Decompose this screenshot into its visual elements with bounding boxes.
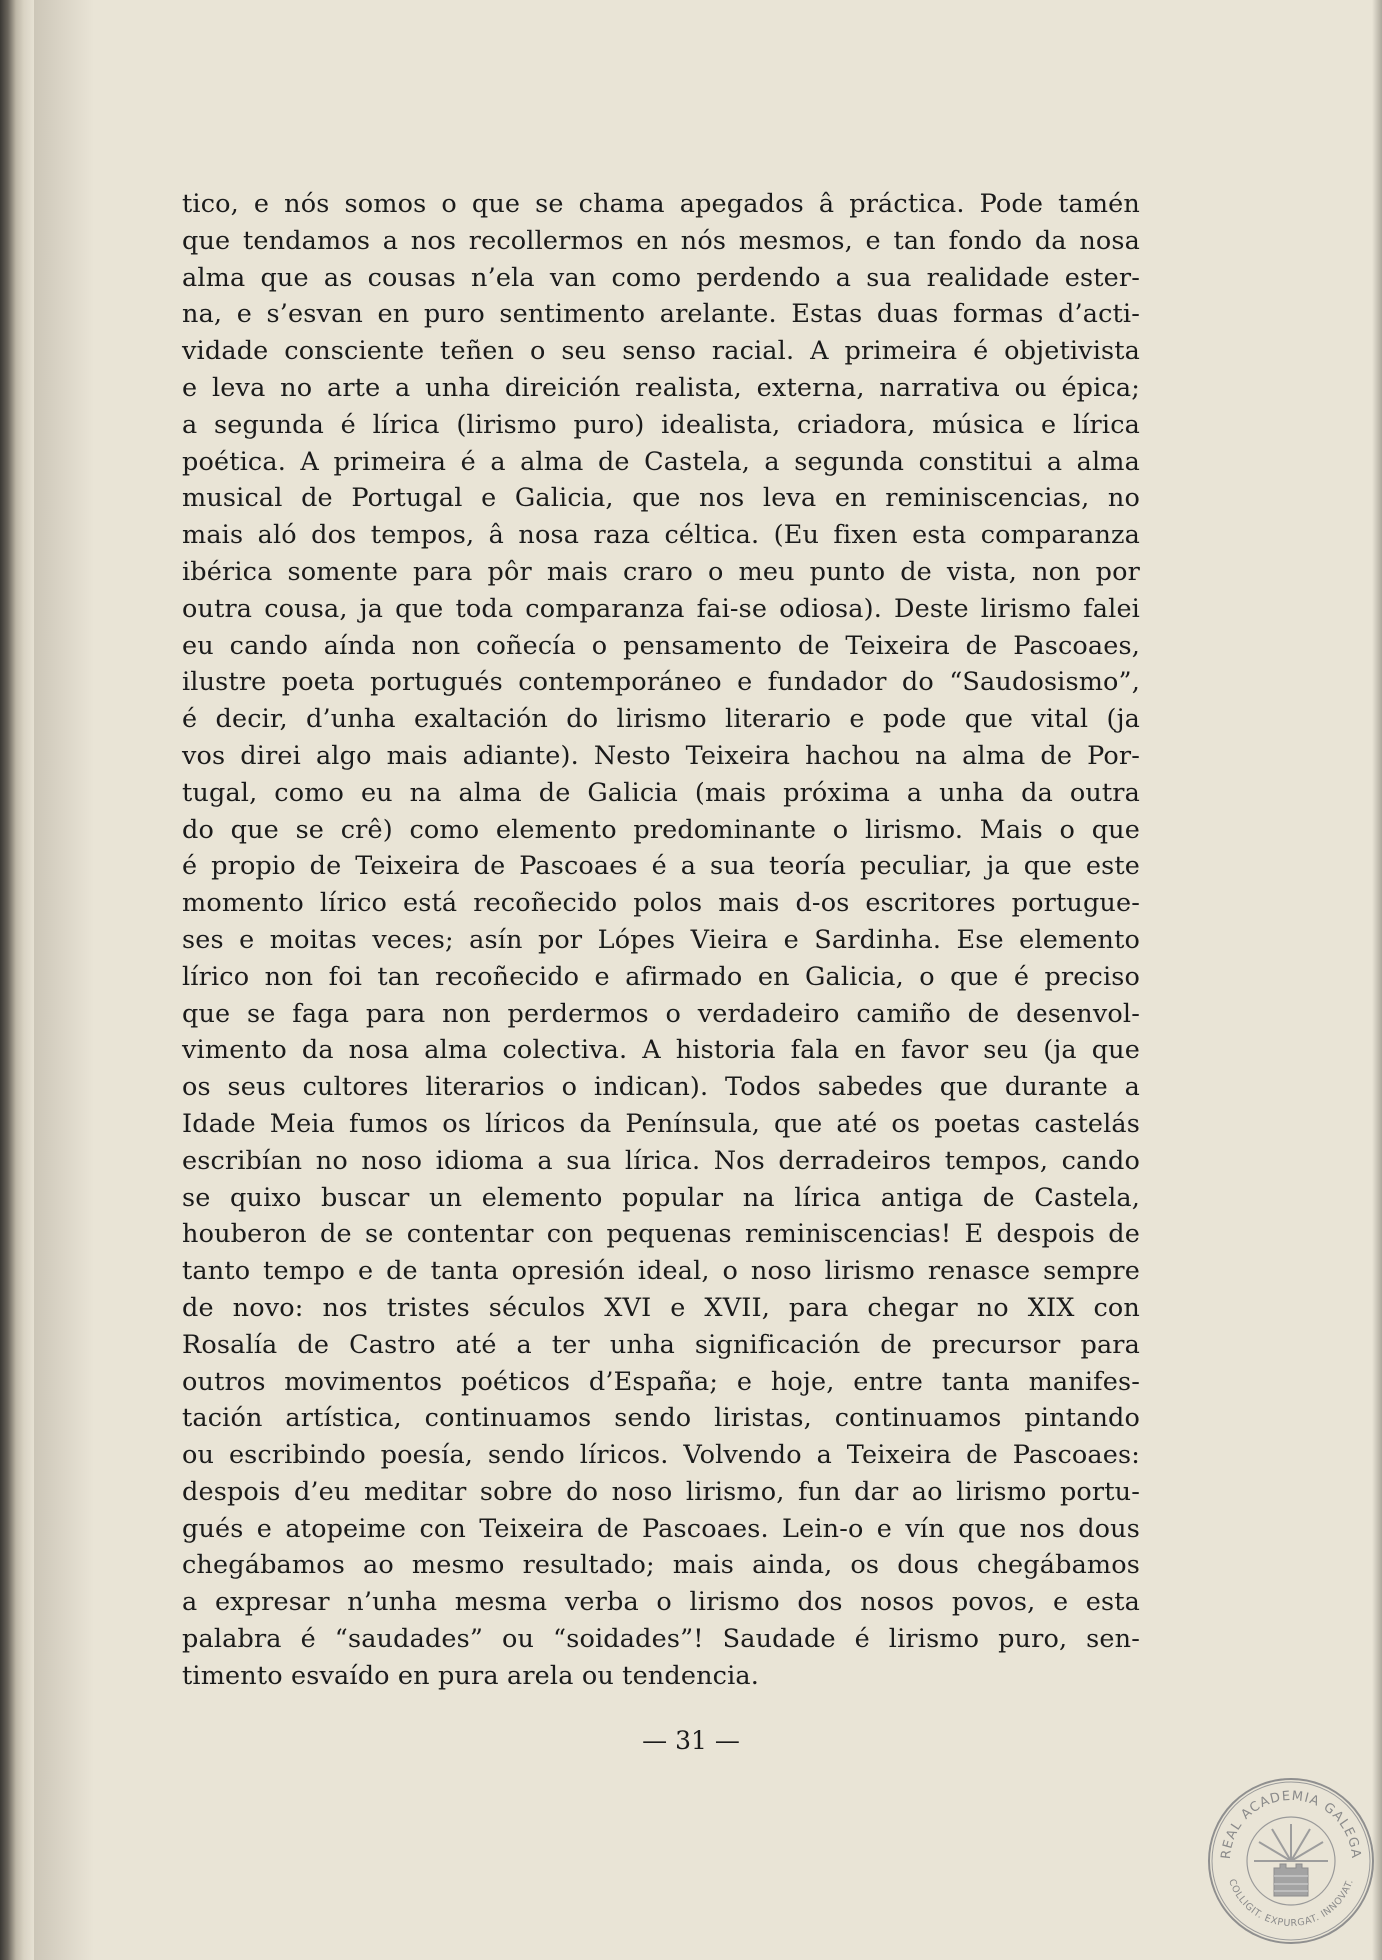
text-line: outros movimentos poéticos d’España; e hoje, entre tanta manifes- (182, 1366, 1140, 1397)
text-line: lírico non foi tan recoñecido e afirmado en Galicia, o que é preciso (182, 961, 1140, 992)
text-line: gués e atopeime con Teixeira de Pascoaes. Lein-o e vín que nos dous (182, 1513, 1140, 1544)
binding-shadow (34, 0, 94, 1960)
book-binding (0, 0, 34, 1960)
text-line: ses e moitas veces; asín por Lópes Vieira e Sardinha. Ese elemento (182, 924, 1140, 955)
text-line: tico, e nós somos o que se chama apegados â práctica. Pode tamén (182, 189, 1140, 219)
text-line: Rosalía de Castro até a ter unha significación de precursor para (182, 1329, 1140, 1360)
text-line: chegábamos ao mesmo resultado; mais ainda, os dous chegábamos (182, 1550, 1140, 1581)
text-line: Idade Meia fumos os líricos da Península, que até os poetas castelás (182, 1108, 1140, 1139)
text-line: é propio de Teixeira de Pascoaes é a sua teoría peculiar, ja que este (182, 851, 1140, 882)
stamp-text-top: REAL ACADEMIA GALEGA (1218, 1788, 1364, 1860)
text-line: mais aló dos tempos, â nosa raza céltica. (Eu fixen esta comparanza (182, 520, 1140, 551)
text-line: houberon de se contentar con pequenas reminiscencias! E despois de (182, 1219, 1140, 1250)
text-line: a segunda é lírica (lirismo puro) idealista, criadora, música e lírica (182, 409, 1140, 440)
text-line: se quixo buscar un elemento popular na lírica antiga de Castela, (182, 1182, 1140, 1213)
sun-rays-icon (1254, 1824, 1328, 1861)
text-line: tación artística, continuamos sendo liristas, continuamos pintando (182, 1403, 1140, 1434)
stamp-text-bottom: COLLIGIT. EXPURGAT. INNOVAT. (1226, 1877, 1356, 1930)
text-line: vimento da nosa alma colectiva. A historia fala en favor seu (ja que (182, 1035, 1140, 1066)
text-line: na, e s’esvan en puro sentimento arelante. Estas duas formas d’acti- (182, 299, 1140, 330)
text-line: timento esvaído en pura arela ou tendencia. (182, 1660, 760, 1691)
text-line: eu cando aínda non coñecía o pensamento de Teixeira de Pascoaes, (182, 630, 1140, 661)
text-line: ou escribindo poesía, sendo líricos. Volvendo a Teixeira de Pascoaes: (182, 1440, 1140, 1471)
text-line: tugal, como eu na alma de Galicia (mais próxima a unha da outra (182, 777, 1140, 808)
text-line: que tendamos a nos recollermos en nós mesmos, e tan fondo da nosa (182, 225, 1140, 256)
text-line: do que se crê) como elemento predominante o lirismo. Mais o que (182, 814, 1140, 845)
text-line: os seus cultores literarios o indican). Todos sabedes que durante a (182, 1072, 1140, 1103)
text-line: despois d’eu meditar sobre do noso lirismo, fun dar ao lirismo portu- (182, 1476, 1140, 1507)
text-line: de novo: nos tristes séculos XVI e XVII, para chegar no XIX con (182, 1292, 1140, 1323)
body-text (182, 186, 1140, 1695)
text-line: palabra é “saudades” ou “soidades”! Saudade é lirismo puro, sen- (182, 1624, 1140, 1655)
text-line: escribían no noso idioma a sua lírica. Nos derradeiros tempos, cando (182, 1145, 1140, 1176)
text-line: momento lírico está recoñecido polos mais d-os escritores portugue- (182, 888, 1140, 919)
text-line: a expresar n’unha mesma verba o lirismo dos nosos povos, e esta (182, 1587, 1140, 1618)
text-line: alma que as cousas n’ela van como perdendo a sua realidade ester- (182, 262, 1140, 293)
text-line: poética. A primeira é a alma de Castela, a segunda constitui a alma (182, 446, 1140, 477)
page-edge-shadow (1372, 0, 1382, 1960)
text-line: tanto tempo e de tanta opresión ideal, o noso lirismo renasce sempre (182, 1256, 1140, 1287)
text-line: ibérica somente para pôr mais craro o meu punto de vista, non por (182, 556, 1140, 587)
text-line: que se faga para non perdermos o verdadeiro camiño de desenvol- (182, 998, 1140, 1029)
page-number: — 31 — (642, 1726, 740, 1755)
academy-seal-stamp (1206, 1776, 1376, 1946)
text-line: outra cousa, ja que toda comparanza fai-se odiosa). Deste lirismo falei (182, 593, 1140, 624)
text-line: e leva no arte a unha direición realista, externa, narrativa ou épica; (182, 372, 1140, 403)
text-line: ilustre poeta portugués contemporáneo e fundador do “Saudosismo”, (182, 667, 1140, 698)
text-line: musical de Portugal e Galicia, que nos leva en reminiscencias, no (182, 483, 1140, 514)
text-line: é decir, d’unha exaltación do lirismo literario e pode que vital (ja (182, 704, 1140, 735)
text-line: vidade consciente teñen o seu senso racial. A primeira é objetivista (182, 336, 1140, 367)
text-line: vos direi algo mais adiante). Nesto Teixeira hachou na alma de Por- (182, 740, 1140, 771)
